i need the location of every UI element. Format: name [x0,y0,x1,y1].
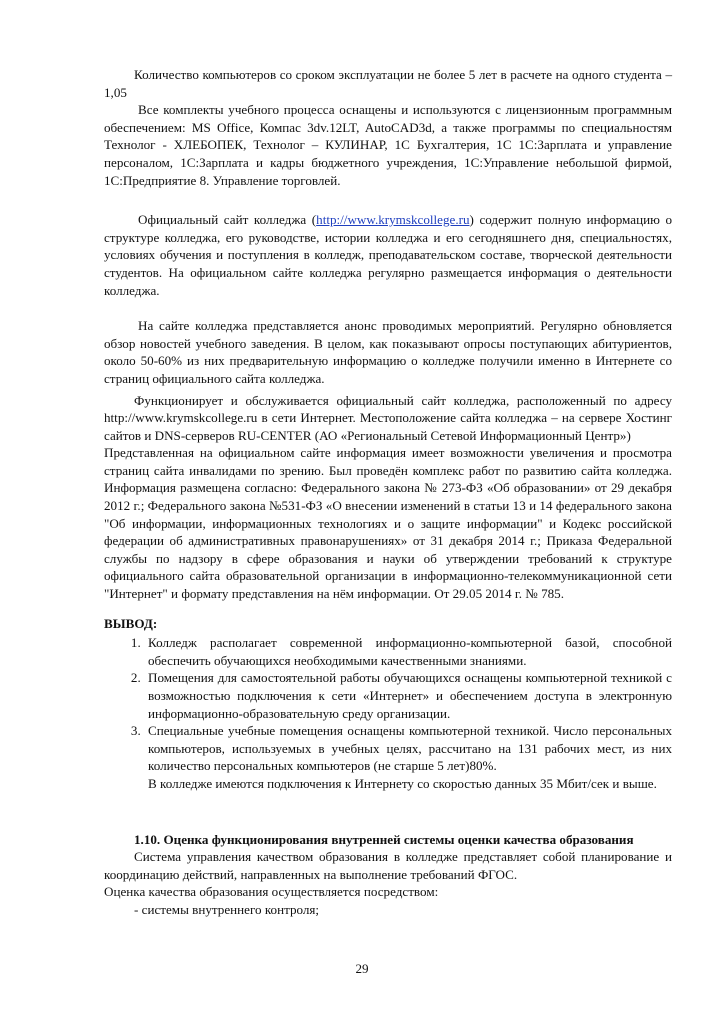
section-list-item: - системы внутреннего контроля; [134,901,320,917]
conclusion-list [104,634,672,792]
conclusion-item-text: Специальные учебные помещения оснащены компьютерной техникой. Число персональных компьютеров, используемых в учебных целях, рассчитано на 131 рабочих мест, из них количество персональных компьютеров (не старше 5 лет)80%. [148,723,672,774]
paragraph-official-site [104,211,672,299]
section-paragraph-quality-system: Система управления качеством образования в колледже представляет собой планирование и координацию действий, направленных на выполнение требований ФГОС. [104,849,672,882]
conclusion-item-extra: В колледже имеются подключения к Интернету со скоростью данных 35 Мбит/сек и выше. [148,775,657,791]
conclusion-item: 1. Колледж располагает современной информационно-компьютерной базой, способной обеспечить обучающихся необходимыми качественными знаниями. [144,634,672,669]
paragraph-licensed-software: Все комплекты учебного процесса оснащены и используются с лицензионным программным обеспечением: MS Office, Компас 3dv.12LT, AutoCAD3d, а также программы по специальностям Технолог - ХЛЕБОПЕК, Технолог – КУЛИНАР, 1С Бухгалтерия, 1С 1С:Зарплата и управление персоналом, 1С:Зарплата и кадры бюджетного учреждения, 1С:Управление небольшой фирмой, 1С:Предприятие 8. Управление торговлей. [104,102,672,188]
official-site-link[interactable]: http://www.krymskcollege.ru [316,212,470,228]
section-heading: 1.10. Оценка функционирования внутренней системы оценки качества образования [134,831,634,847]
official-site-text-before: Официальный сайт колледжа ( [138,212,317,228]
paragraph-site-announcements: На сайте колледжа представляется анонс проводимых мероприятий. Регулярно обновляется обзор новостей учебного заведения. В целом, как показывают опросы поступающих абитуриентов, около 50-60% из них предварительную информацию о колледже получили именно в Интернете со страниц официального сайта колледжа. [104,318,672,386]
section-paragraph-assessment: Оценка качества образования осуществляется посредством: [104,884,439,900]
paragraph-site-accessibility: Представленная на официальном сайте информация имеет возможности увеличения и просмотра страниц сайта инвалидами по зрению. Был проведён комплекс работ по развитию сайта колледжа. Информация размещена согласно: Федерального закона № 273-ФЗ «Об образовании» от 29 декабря 2012 г.; Федерального закона №531-ФЗ «О внесении изменений в статьи 13 и 14 федерального закона "Об информации, информационных технологиях и о защите информации" и Кодекс российской федерации об административных правонарушениях» от 31 декабря 2014 г.; Приказа Федеральной службы по надзору в сфере образования и науки об утверждении требований к структуре официального сайта образовательной организации в информационно-телекоммуникационной сети "Интернет" и формату представления на нём информации. От 29.05 2014 г. № 785. [104,445,672,602]
paragraph-computers-per-student: Количество компьютеров со сроком эксплуатации не более 5 лет в расчете на одного студента – 1,05 [104,67,672,100]
page-number: 29 [355,961,369,976]
conclusion-item [144,722,672,792]
official-site-text-after: ) содержит полную информацию о структуре колледжа, его руководстве, истории колледжа и его сегодняшнего дня, специальностях, условиях обучения и поступления в колледж, преподавательском составе, творческой деятельности студентов. На официальном сайте колледжа регулярно размещается информация о деятельности колледжа. [104,212,672,298]
paragraph-site-hosting: Функционирует и обслуживается официальный сайт колледжа, расположенный по адресу http://www.krymskcollege.ru в сети Интернет. Местоположение сайта колледжа – на сервере Хостинг сайтов и DNS-серверов RU-CENTER (АО «Региональный Сетевой Информационный Центр») [104,392,672,443]
conclusion-heading: ВЫВОД: [104,615,158,631]
conclusion-item: 2. Помещения для самостоятельной работы обучающихся оснащены компьютерной техникой с возможностью подключения к сети «Интернет» и обеспечением доступа в электронную информационно-образовательную среду организации. [144,669,672,722]
